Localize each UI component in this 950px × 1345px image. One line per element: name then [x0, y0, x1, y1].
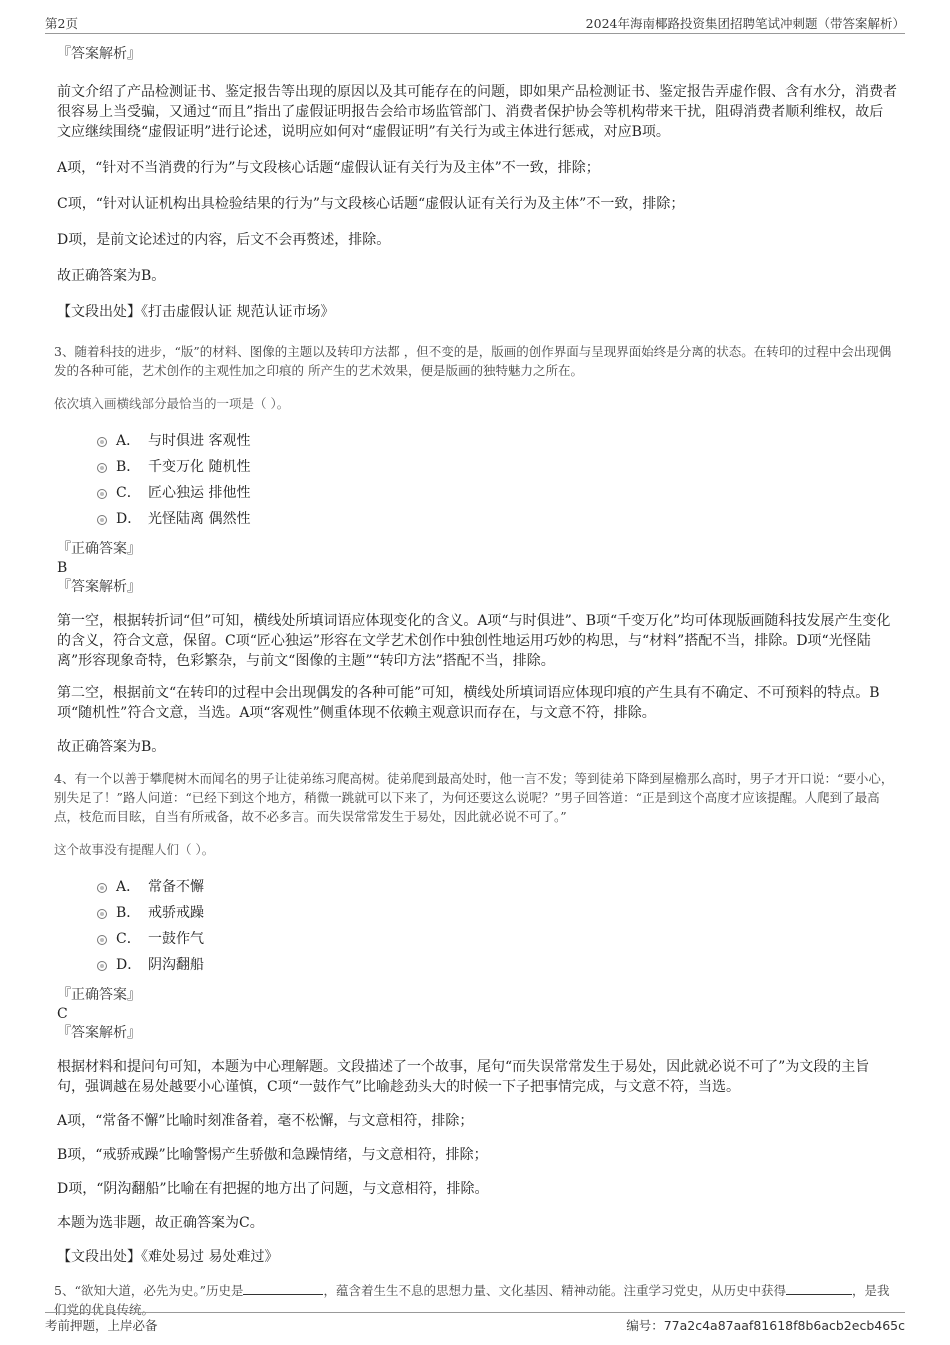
analysis-paragraph: 根据材料和提问句可知，本题为中心理解题。文段描述了一个故事，尾句“而失误常常发生于易处，因此就必说不可了”为文段的主旨句，强调越在易处越要小心谨慎，C项“一鼓作气”比喻趁劲头大的时候一下子把事情完成，与文意不符，当选。: [57, 1059, 870, 1095]
analysis-paragraph: 第二空，根据前文“在转印的过程中会出现偶发的各种可能”可知，横线处所填词语应体现印痕的产生具有不确定、不可预料的特点。B项“随机性”符合文意，当选。A项“客观性”侧重体现不依赖主观意识而存在，与文意不符，排除。: [57, 685, 880, 721]
option-d[interactable]: [97, 951, 897, 977]
option-letter: B．: [116, 459, 141, 475]
option-letter: D．: [116, 957, 142, 973]
footer-slogan: 考前押题，上岸必备: [45, 1318, 158, 1333]
fill-blank: [243, 1281, 323, 1295]
option-letter: A．: [116, 433, 141, 449]
option-text: 光怪陆离 偶然性: [148, 511, 251, 527]
radio-button-icon[interactable]: [97, 935, 107, 945]
answer-conclusion: 故正确答案为B。: [57, 739, 166, 755]
source-citation: 【文段出处】《打击虚假认证 规范认证市场》: [57, 304, 335, 320]
option-text: 与时俱进 客观性: [148, 433, 251, 449]
page-footer: [45, 1312, 905, 1334]
option-b[interactable]: [97, 899, 897, 925]
answer-conclusion: 本题为选非题，故正确答案为C。: [57, 1215, 264, 1231]
answer-conclusion: 故正确答案为B。: [57, 268, 166, 284]
page-number: 第2页: [45, 16, 78, 31]
analysis-paragraph: 前文介绍了产品检测证书、鉴定报告等出现的原因以及其可能存在的问题，即如果产品检测证书、鉴定报告弄虚作假、含有水分，消费者很容易上当受骗，又通过“而且”指出了虚假证明报告会给市场监管部门、消费者保护协会等机构带来干扰，阻碍消费者顺利维权，故后文应继续围绕“虚假证明”进行论述，说明应如何对“虚假证明”有关行为或主体进行惩戒，对应B项。: [57, 84, 897, 140]
radio-button-icon[interactable]: [97, 515, 107, 525]
option-c[interactable]: [97, 925, 897, 951]
option-a[interactable]: [97, 873, 897, 899]
option-text: 阴沟翻船: [148, 957, 204, 973]
option-text: 匠心独运 排他性: [148, 485, 251, 501]
analysis-option-c: C项，“针对认证机构出具检验结果的行为”与文段核心话题“虚假认证有关行为及主体”不一致，排除；: [57, 196, 685, 212]
page-content: [54, 44, 897, 1319]
fill-blank: [786, 1281, 852, 1295]
radio-button-icon[interactable]: [97, 909, 107, 919]
analysis-heading: 『答案解析』: [57, 579, 141, 595]
option-text: 戒骄戒躁: [148, 905, 204, 921]
question-3-options: [97, 427, 897, 531]
option-letter: A．: [116, 879, 141, 895]
option-letter: B．: [116, 905, 141, 921]
code-value: 77a2c4a87aaf81618f8b6acb2ecb465c: [663, 1318, 905, 1333]
question-4-prompt: 这个故事没有提醒人们（ ）。: [54, 842, 215, 857]
analysis-option-a: A项，“常备不懈”比喻时刻准备着，毫不松懈，与文意相符，排除；: [57, 1113, 474, 1129]
option-letter: D．: [116, 511, 142, 527]
question-5-text-part: ，蕴含着生生不息的思想力量、文化基因、精神动能。注重学习党史，从历史中获得: [323, 1283, 786, 1298]
option-b[interactable]: [97, 453, 897, 479]
document-code: [626, 1316, 905, 1334]
radio-button-icon[interactable]: [97, 437, 107, 447]
question-4-text: 4、有一个以善于攀爬树木而闻名的男子让徒弟练习爬高树。徒弟爬到最高处时，他一言不发；等到徒弟下降到屋檐那么高时，男子才开口说：“要小心，别失足了！”路人问道：“已经下到这个地方，稍微一跳就可以下来了，为何还要这么说呢？”男子回答道：“正是到这个高度才应该提醒。人爬到了最高点，枝危而目眩，自当有所戒备，故不必多言。而失误常常发生于易处，因此就必说不可了。”: [54, 771, 894, 824]
correct-answer: B: [57, 560, 68, 576]
question-4-options: [97, 873, 897, 977]
analysis-paragraph: 第一空，根据转折词“但”可知，横线处所填词语应体现变化的含义。A项“与时俱进”、B项“千变万化”均可体现版画随科技发展产生变化的含义，符合文意，保留。C项“匠心独运”形容在文学艺术创作中独创性地运用巧妙的构思，与“材料”搭配不当，排除。D项“光怪陆离”形容现象奇特，色彩繁杂，与前文“图像的主题”“转印方法”搭配不当，排除。: [57, 613, 891, 669]
document-title: 2024年海南椰路投资集团招聘笔试冲刺题（带答案解析）: [585, 16, 905, 31]
radio-button-icon[interactable]: [97, 883, 107, 893]
analysis-option-b: B项，“戒骄戒躁”比喻警惕产生骄傲和急躁情绪，与文意相符，排除；: [57, 1147, 488, 1163]
option-text: 千变万化 随机性: [148, 459, 251, 475]
option-a[interactable]: [97, 427, 897, 453]
page-header: [45, 12, 905, 34]
analysis-heading: 『答案解析』: [57, 1025, 141, 1041]
option-text: 一鼓作气: [148, 931, 204, 947]
question-5-text-part: 5、“欲知大道，必先为史。”历史是: [54, 1283, 244, 1298]
option-letter: C．: [116, 931, 141, 947]
analysis-option-d: D项，是前文论述过的内容，后文不会再赘述，排除。: [57, 232, 391, 248]
question-3-text: 3、随着科技的进步，“版”的材料、图像的主题以及转印方法都 ，但不变的是，版画的创作界面与呈现界面始终是分离的状态。在转印的过程中会出现偶发的各种可能，艺术创作的主观性加之印痕的 所产生的艺术效果，便是版画的独特魅力之所在。: [54, 344, 892, 378]
option-d[interactable]: [97, 505, 897, 531]
analysis-option-a: A项，“针对不当消费的行为”与文段核心话题“虚假认证有关行为及主体”不一致，排除；: [57, 160, 600, 176]
analysis-option-d: D项，“阴沟翻船”比喻在有把握的地方出了问题，与文意相符，排除。: [57, 1181, 489, 1197]
code-label: 编号：: [626, 1318, 664, 1333]
analysis-heading: 『答案解析』: [57, 46, 141, 62]
question-5-text-part: ，是我们党的优良传统。: [54, 1283, 890, 1317]
correct-answer: C: [57, 1006, 68, 1022]
source-citation: 【文段出处】《难处易过 易处难过》: [57, 1249, 279, 1265]
correct-answer-heading: 『正确答案』: [57, 987, 141, 1003]
radio-button-icon[interactable]: [97, 463, 107, 473]
correct-answer-heading: 『正确答案』: [57, 541, 141, 557]
question-3-prompt: 依次填入画横线部分最恰当的一项是（ ）。: [54, 396, 290, 411]
option-c[interactable]: [97, 479, 897, 505]
radio-button-icon[interactable]: [97, 961, 107, 971]
option-text: 常备不懈: [148, 879, 204, 895]
option-letter: C．: [116, 485, 141, 501]
radio-button-icon[interactable]: [97, 489, 107, 499]
